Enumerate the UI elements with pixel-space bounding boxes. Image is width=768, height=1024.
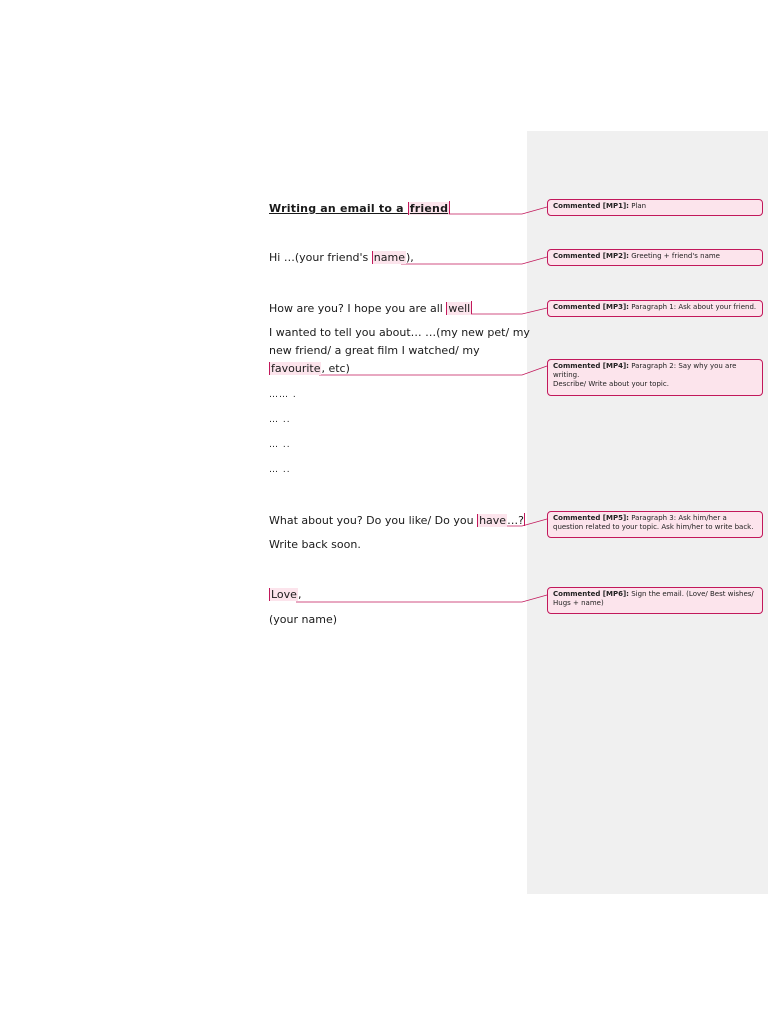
- connector-2: [401, 257, 547, 264]
- love-line: Love,: [271, 588, 302, 601]
- doc-title: Writing an email to a friend: [269, 202, 449, 215]
- tell-line-1: I wanted to tell you about… …(my new pet/ my: [269, 326, 530, 339]
- greeting-line: Hi …(your friend's name),: [269, 251, 414, 264]
- dots-line-1: …… .: [269, 390, 297, 400]
- love-highlight[interactable]: Love: [271, 588, 297, 601]
- tell-line-2: new friend/ a great film I watched/ my: [269, 344, 480, 357]
- your-name-line: (your name): [269, 613, 338, 626]
- dots-line-3: … ..: [269, 440, 291, 450]
- what-line: What about you? Do you like/ Do you have…?: [269, 514, 524, 527]
- how-line: How are you? I hope you are all well: [269, 302, 471, 315]
- comment-mp3[interactable]: Commented [MP3]: Paragraph 1: Ask about your friend.: [547, 300, 763, 317]
- have-highlight[interactable]: have: [479, 514, 507, 527]
- dots-line-4: … ..: [269, 465, 291, 475]
- comment-mp6[interactable]: Commented [MP6]: Sign the email. (Love/ Best wishes/ Hugs + name): [547, 587, 763, 614]
- comment-mp1[interactable]: Commented [MP1]: Plan: [547, 199, 763, 216]
- tell-line-3: favourite, etc): [271, 362, 350, 375]
- connector-6: [296, 595, 547, 602]
- comment-mp5[interactable]: Commented [MP5]: Paragraph 3: Ask him/her a question related to your topic. Ask him/her to write back.: [547, 511, 763, 538]
- title-highlight[interactable]: friend: [409, 202, 449, 215]
- comment-mp4[interactable]: Commented [MP4]: Paragraph 2: Say why you are writing. Describe/ Write about your topic.: [547, 359, 763, 396]
- dots-line-2: … ..: [269, 415, 291, 425]
- well-highlight[interactable]: well: [448, 302, 471, 315]
- greeting-highlight[interactable]: name: [373, 251, 405, 264]
- connector-4: [319, 366, 547, 375]
- comment-mp2[interactable]: Commented [MP2]: Greeting + friend's name: [547, 249, 763, 266]
- write-back-line: Write back soon.: [269, 538, 361, 551]
- favourite-highlight[interactable]: favourite: [271, 362, 321, 375]
